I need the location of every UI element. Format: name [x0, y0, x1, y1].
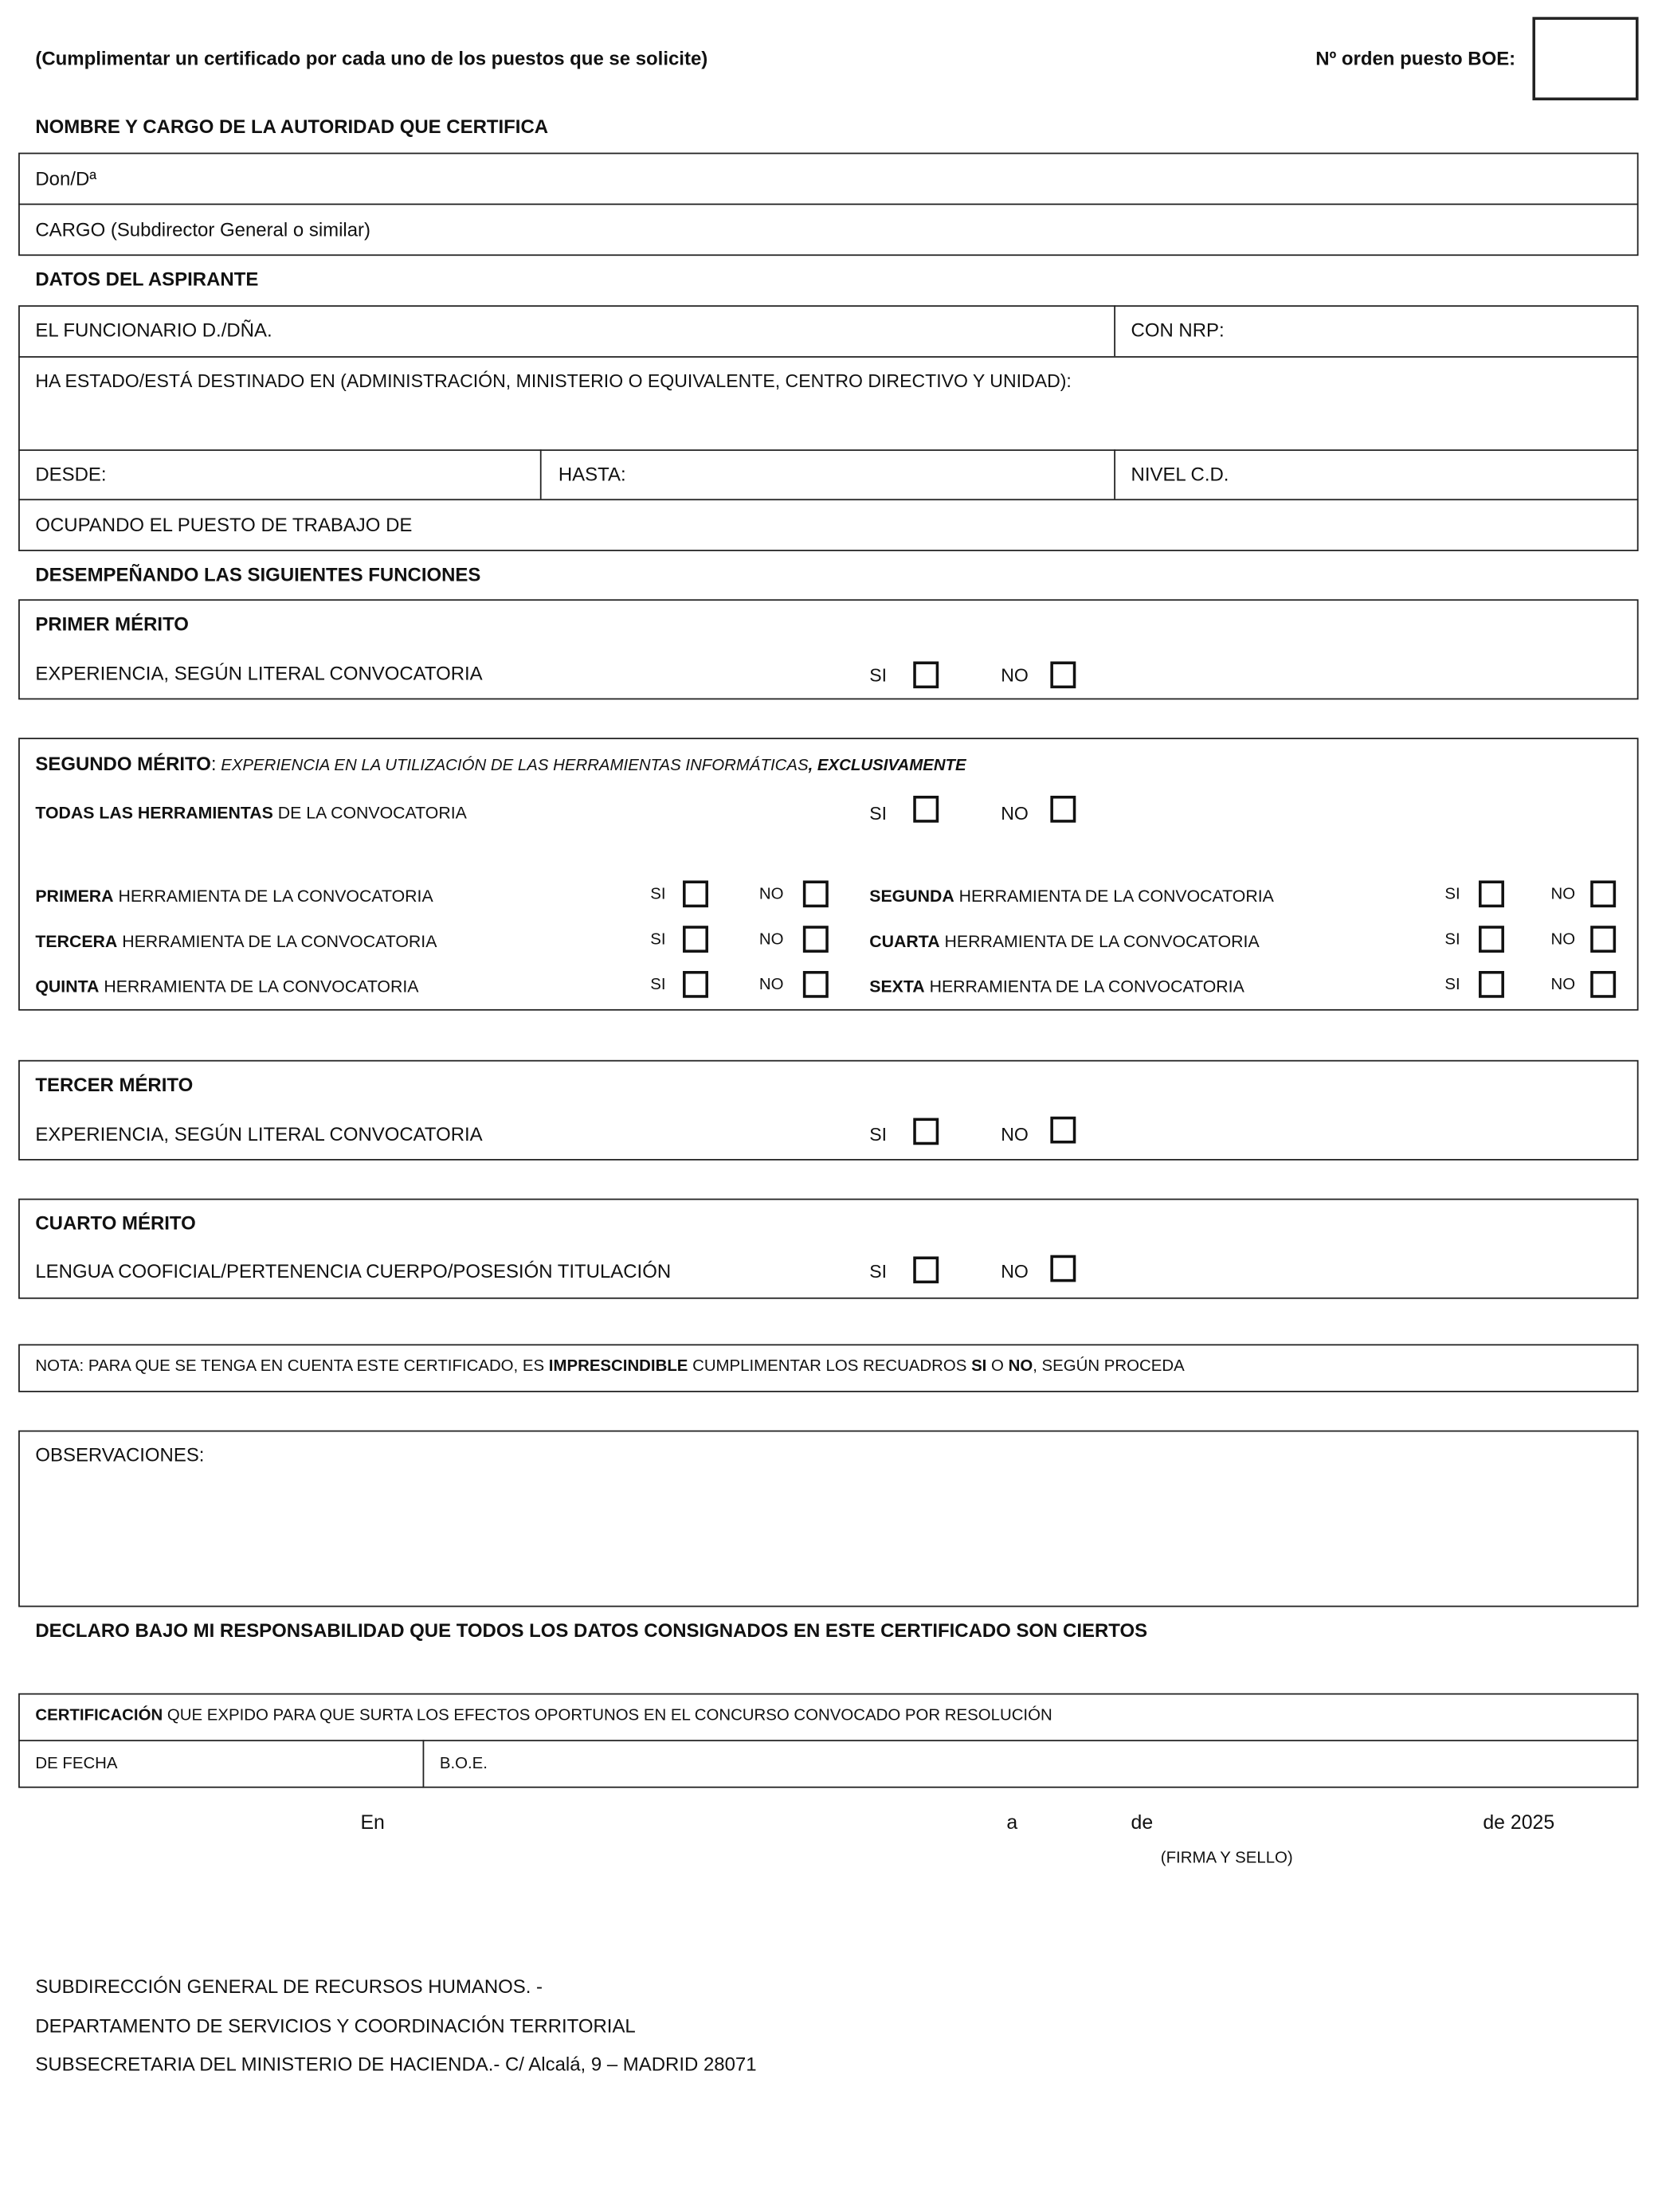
- all-tools-bold: TODAS LAS HERRAMIENTAS: [35, 802, 273, 823]
- merit4-label: LENGUA COOFICIAL/PERTENENCIA CUERPO/POSESIÓN TITULACIÓN: [35, 1260, 672, 1282]
- merit2-title: SEGUNDO MÉRITO: [35, 753, 211, 775]
- certification-rest: QUE EXPIDO PARA QUE SURTA LOS EFECTOS OPORTUNOS EN EL CONCURSO CONVOCADO POR RESOLUCIÓN: [163, 1707, 1052, 1725]
- no-label: NO: [1550, 977, 1576, 994]
- destination-label: HA ESTADO/ESTÁ DESTINADO EN (ADMINISTRACIÓN, MINISTERIO O EQUIVALENTE, CENTRO DIRECTIVO Y UNIDAD):: [35, 370, 1072, 392]
- tool-yes-checkbox[interactable]: [1479, 926, 1504, 953]
- no-label: NO: [1550, 886, 1576, 903]
- divider: [1114, 305, 1115, 356]
- merit2-title-line: [35, 755, 966, 776]
- tool-ordinal: SEGUNDA: [869, 886, 954, 906]
- authority-position-label: CARGO (Subdirector General o similar): [35, 219, 371, 241]
- yes-label: SI: [1444, 886, 1460, 903]
- tool-ordinal: TERCERA: [35, 931, 118, 952]
- tool-yes-checkbox[interactable]: [683, 971, 708, 998]
- merit2-subtitle-bold: , EXCLUSIVAMENTE: [808, 758, 966, 775]
- no-label: NO: [1001, 664, 1029, 686]
- merit4-no-checkbox[interactable]: [1050, 1255, 1076, 1282]
- tool-label-rest: HERRAMIENTA DE LA CONVOCATORIA: [954, 886, 1274, 906]
- no-label: NO: [1001, 1260, 1029, 1282]
- merit1-yes-checkbox[interactable]: [913, 661, 939, 688]
- merit4-yes-checkbox[interactable]: [913, 1256, 939, 1283]
- yes-label: SI: [650, 886, 666, 903]
- day-label: a: [1006, 1811, 1018, 1834]
- footer-line: SUBSECRETARIA DEL MINISTERIO DE HACIENDA.- C/ Alcalá, 9 – MADRID 28071: [35, 2053, 757, 2075]
- tool-yes-checkbox[interactable]: [683, 880, 708, 907]
- all-tools-yes-checkbox[interactable]: [913, 796, 939, 823]
- no-label: NO: [1001, 802, 1029, 824]
- merit4-box: [18, 1199, 1638, 1299]
- merit2-colon: :: [210, 753, 217, 775]
- tool-label-rest: HERRAMIENTA DE LA CONVOCATORIA: [924, 977, 1244, 996]
- observations-field[interactable]: [18, 1431, 1638, 1607]
- boe-label: B.O.E.: [439, 1755, 488, 1773]
- month-label: de: [1131, 1811, 1154, 1834]
- yes-label: SI: [869, 1123, 888, 1145]
- divider: [540, 449, 542, 499]
- no-label: NO: [1550, 931, 1576, 949]
- level-label: NIVEL C.D.: [1131, 464, 1229, 485]
- from-label: DESDE:: [35, 464, 107, 485]
- tool-label: [869, 931, 1260, 952]
- merit4-title: CUARTO MÉRITO: [35, 1212, 196, 1235]
- declaration-text: DECLARO BAJO MI RESPONSABILIDAD QUE TODOS LOS DATOS CONSIGNADOS EN ESTE CERTIFICADO SON CIERTOS: [35, 1619, 1148, 1642]
- divider: [18, 1740, 1638, 1741]
- tool-no-checkbox[interactable]: [1590, 971, 1616, 998]
- order-number-field[interactable]: [1532, 17, 1638, 100]
- tool-label-rest: HERRAMIENTA DE LA CONVOCATORIA: [117, 931, 437, 952]
- tool-label-rest: HERRAMIENTA DE LA CONVOCATORIA: [99, 977, 419, 996]
- merit2-all-tools-label: [35, 802, 467, 823]
- note-emphasis: NO: [1008, 1358, 1033, 1376]
- no-label: NO: [758, 931, 784, 949]
- merit3-box: [18, 1060, 1638, 1161]
- no-label: NO: [1001, 1123, 1029, 1145]
- yes-label: SI: [869, 1260, 888, 1282]
- merit1-box: [18, 599, 1638, 699]
- merit2-subtitle: EXPERIENCIA EN LA UTILIZACIÓN DE LAS HERRAMIENTAS INFORMÁTICAS: [216, 758, 809, 775]
- yes-label: SI: [869, 664, 888, 686]
- tool-yes-checkbox[interactable]: [683, 926, 708, 953]
- nrp-label: CON NRP:: [1131, 319, 1225, 341]
- no-label: NO: [758, 886, 784, 903]
- merit3-no-checkbox[interactable]: [1050, 1117, 1076, 1144]
- official-name-label: EL FUNCIONARIO D./DÑA.: [35, 319, 272, 341]
- order-number-label: Nº orden puesto BOE:: [1315, 48, 1516, 69]
- divider: [423, 1740, 425, 1787]
- note-part: NOTA: PARA QUE SE TENGA EN CUENTA ESTE CERTIFICADO, ES: [35, 1358, 549, 1376]
- yes-label: SI: [1444, 977, 1460, 994]
- tool-label: [35, 978, 418, 995]
- merit3-label: EXPERIENCIA, SEGÚN LITERAL CONVOCATORIA: [35, 1123, 483, 1145]
- tool-ordinal: CUARTA: [869, 931, 940, 952]
- instruction-text: (Cumplimentar un certificado por cada uno de los puestos que se solicite): [35, 48, 708, 69]
- tool-label: [35, 931, 437, 952]
- note-part: CUMPLIMENTAR LOS RECUADROS: [688, 1358, 972, 1376]
- tool-label-rest: HERRAMIENTA DE LA CONVOCATORIA: [939, 931, 1260, 952]
- no-label: NO: [758, 977, 784, 994]
- tool-no-checkbox[interactable]: [1590, 880, 1616, 907]
- place-label: En: [360, 1811, 385, 1834]
- merit1-label: EXPERIENCIA, SEGÚN LITERAL CONVOCATORIA: [35, 663, 483, 684]
- yes-label: SI: [650, 931, 666, 949]
- applicant-heading: DATOS DEL ASPIRANTE: [35, 268, 259, 290]
- tool-ordinal: QUINTA: [35, 977, 100, 996]
- tool-no-checkbox[interactable]: [803, 926, 829, 953]
- merit3-title: TERCER MÉRITO: [35, 1074, 194, 1096]
- tool-label: [869, 887, 1274, 904]
- yes-label: SI: [869, 802, 888, 824]
- tool-label: [869, 978, 1244, 995]
- merit2-box: [18, 738, 1638, 1010]
- tool-label-rest: HERRAMIENTA DE LA CONVOCATORIA: [113, 886, 433, 906]
- yes-label: SI: [1444, 931, 1460, 949]
- note-part: O: [986, 1358, 1009, 1376]
- tool-yes-checkbox[interactable]: [1479, 971, 1504, 998]
- authority-heading: NOMBRE Y CARGO DE LA AUTORIDAD QUE CERTIFICA: [35, 115, 549, 138]
- certification-bold: CERTIFICACIÓN: [35, 1707, 163, 1725]
- all-tools-no-checkbox[interactable]: [1050, 796, 1076, 823]
- authority-name-field[interactable]: [20, 154, 1637, 202]
- year-label: de 2025: [1483, 1811, 1555, 1834]
- tool-no-checkbox[interactable]: [803, 971, 829, 998]
- tool-no-checkbox[interactable]: [1590, 926, 1616, 953]
- note-emphasis: IMPRESCINDIBLE: [548, 1358, 688, 1376]
- note-part: , SEGÚN PROCEDA: [1033, 1358, 1185, 1376]
- date-label: DE FECHA: [35, 1755, 118, 1773]
- tool-no-checkbox[interactable]: [803, 880, 829, 907]
- certification-text: [35, 1709, 1052, 1725]
- job-label: OCUPANDO EL PUESTO DE TRABAJO DE: [35, 514, 413, 536]
- authority-name-label: Don/Dª: [35, 168, 97, 190]
- all-tools-rest: DE LA CONVOCATORIA: [272, 802, 467, 823]
- tool-ordinal: PRIMERA: [35, 886, 114, 906]
- signature-label: (FIRMA Y SELLO): [1160, 1850, 1293, 1867]
- to-date-field[interactable]: [543, 451, 1112, 498]
- footer-line: DEPARTAMENTO DE SERVICIOS Y COORDINACIÓN TERRITORIAL: [35, 2015, 636, 2037]
- to-label: HASTA:: [558, 464, 626, 485]
- note-text: [35, 1360, 1184, 1376]
- yes-label: SI: [650, 977, 666, 994]
- merit1-no-checkbox[interactable]: [1050, 661, 1076, 688]
- tool-ordinal: SEXTA: [869, 977, 925, 996]
- functions-heading: DESEMPEÑANDO LAS SIGUIENTES FUNCIONES: [35, 563, 481, 585]
- note-emphasis: SI: [971, 1358, 987, 1376]
- tool-yes-checkbox[interactable]: [1479, 880, 1504, 907]
- boe-field[interactable]: [425, 1743, 1637, 1787]
- observations-label: OBSERVACIONES:: [35, 1444, 205, 1466]
- footer-line: SUBDIRECCIÓN GENERAL DE RECURSOS HUMANOS. -: [35, 1975, 543, 1998]
- divider: [1114, 449, 1115, 499]
- merit3-yes-checkbox[interactable]: [913, 1118, 939, 1145]
- tool-label: [35, 887, 433, 904]
- merit1-title: PRIMER MÉRITO: [35, 613, 189, 635]
